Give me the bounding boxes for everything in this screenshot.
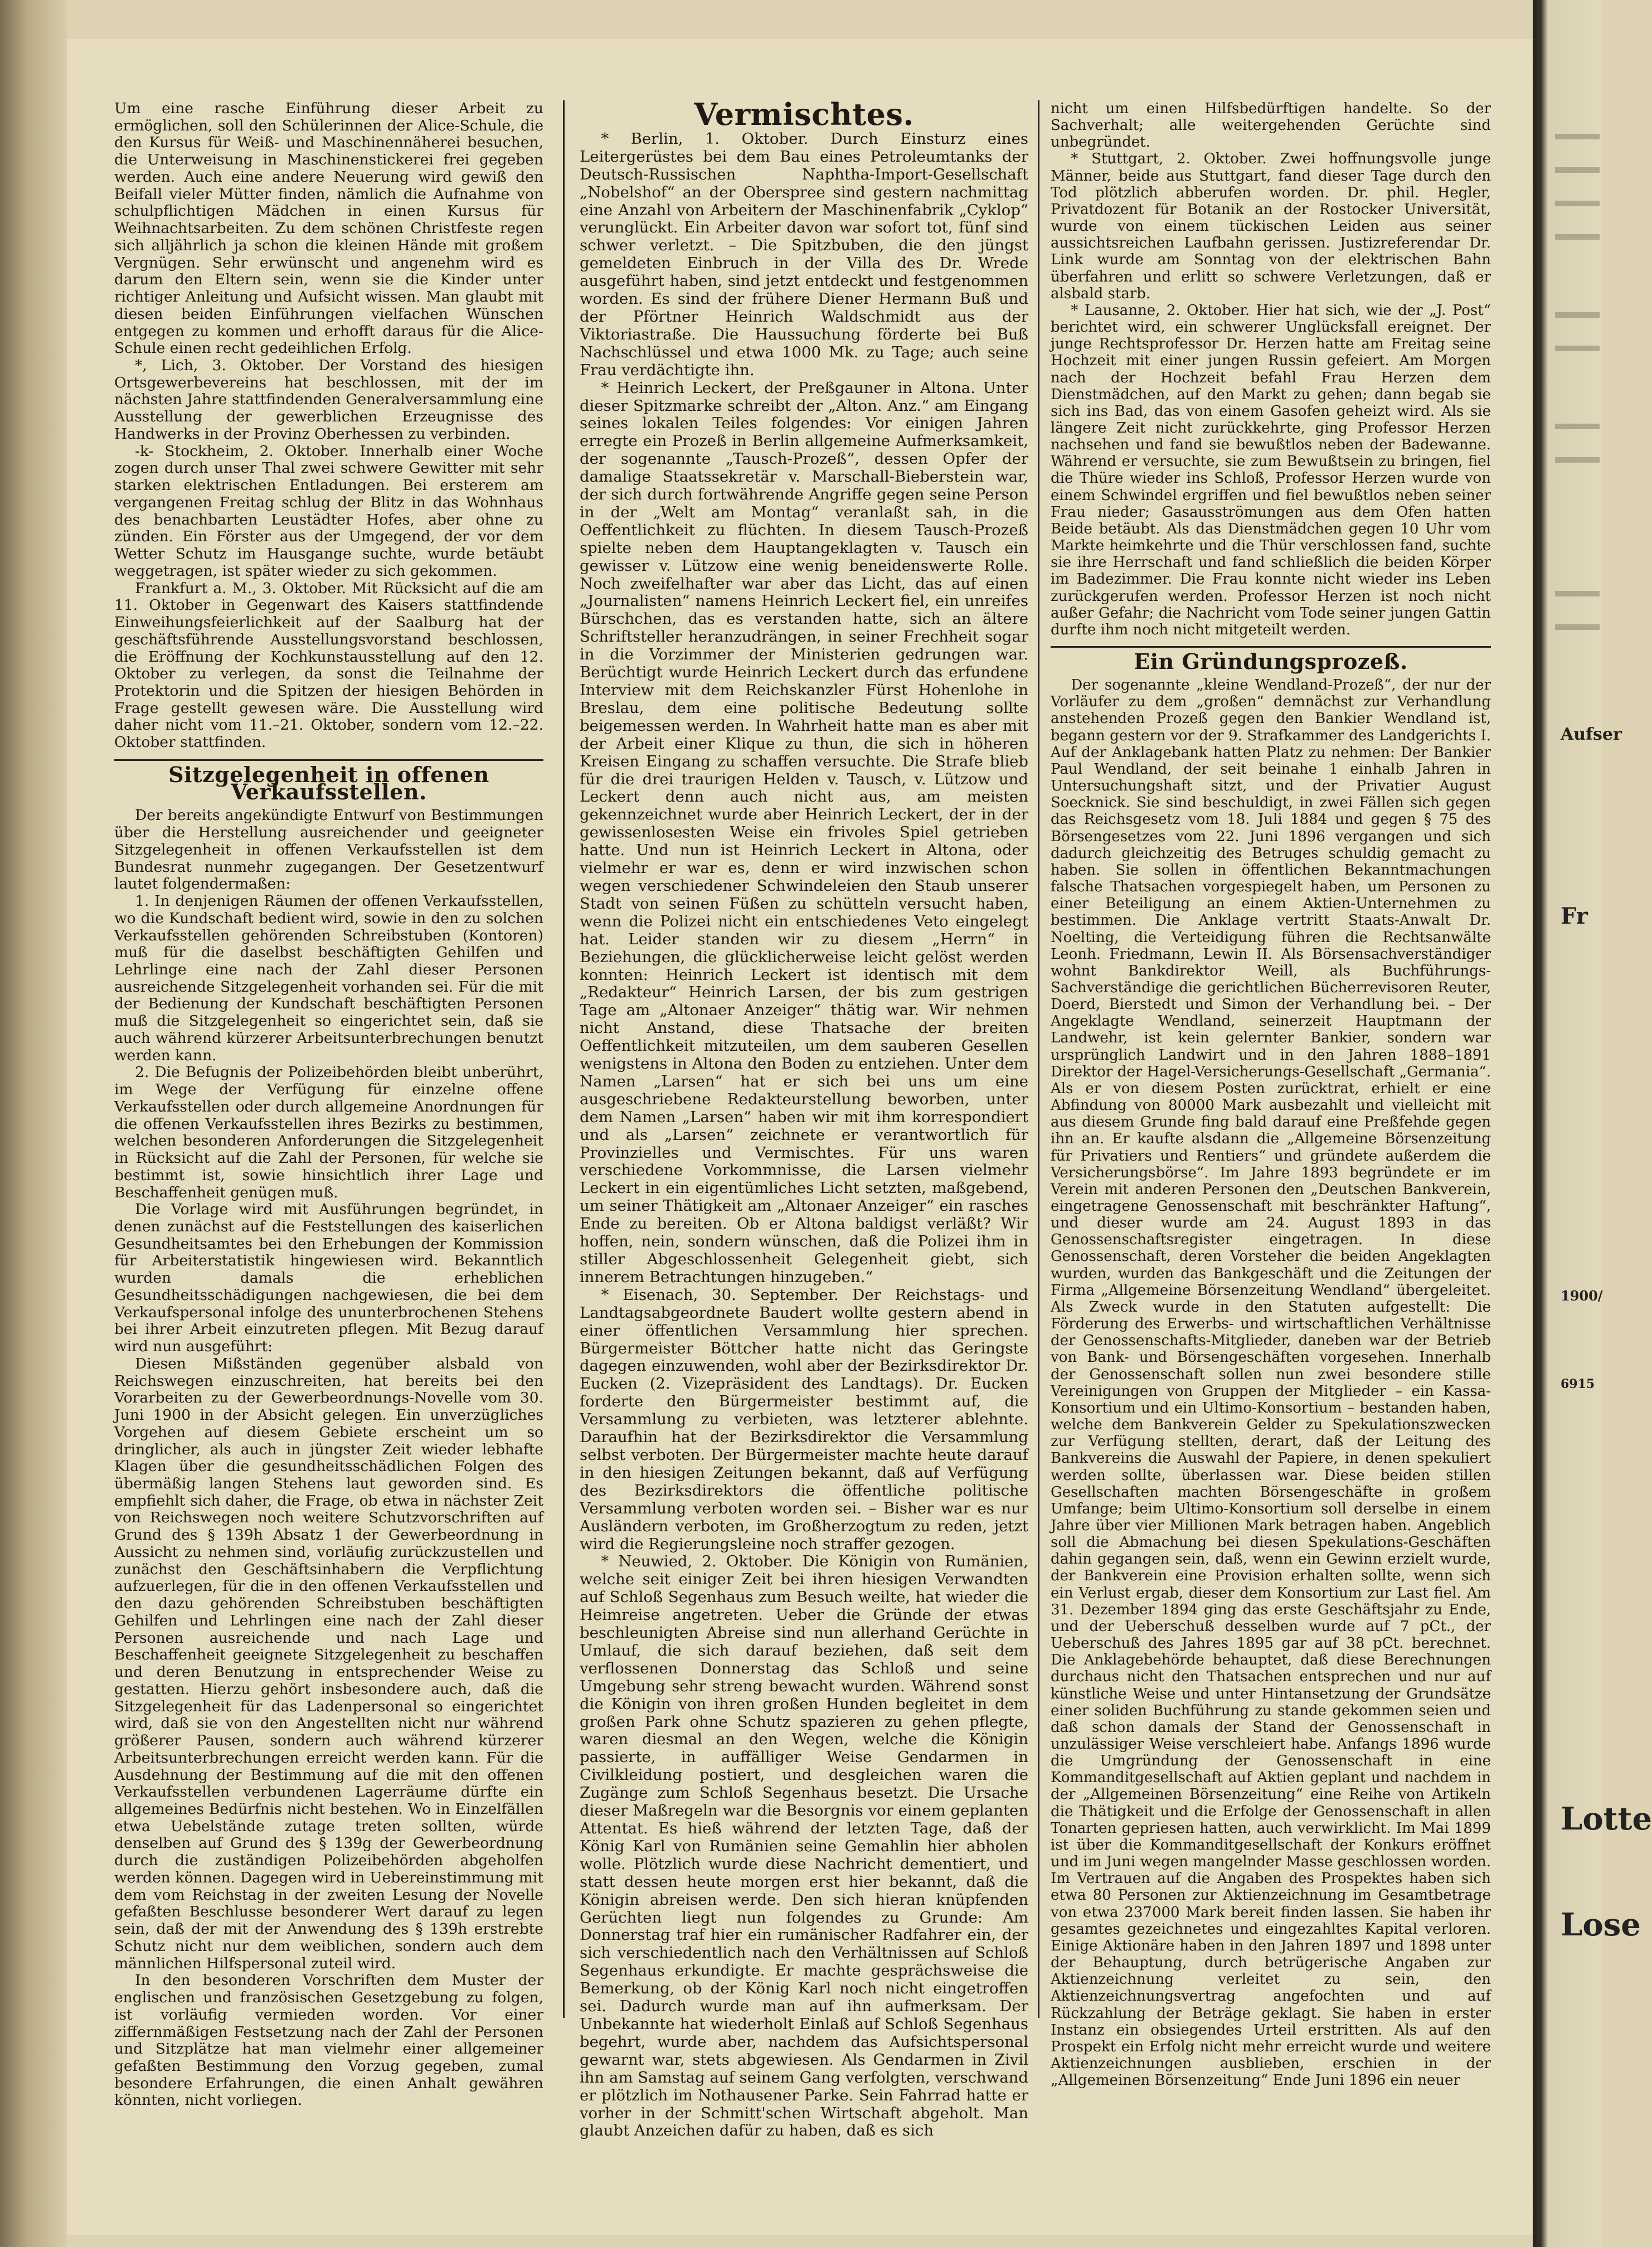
section-heading: Vermischtes. bbox=[694, 96, 914, 132]
article-paragraph: 2. Die Befugnis der Polizeibehörden bleibt unberührt, im Wege der Verfügung für einzelne offene Verkaufsstellen oder durch allgemeine Anordnungen für die offenen Verkaufsstellen ihres Bezirks zu bestimmen, welchen besonderen Anforderungen die Sitzgelegenheit in Rücksicht auf die Zahl der Personen, für welche sie bestimmt ist, sowie hinsichtlich ihrer Lage und Beschaffenheit genügen muß. bbox=[114, 1064, 543, 1201]
article-paragraph: Der bereits angekündigte Entwurf von Bestimmungen über die Herstellung ausreichender und geeigneter Sitzgelegenheit in offenen Verkaufsstellen ist dem Bundesrat nunmehr zugegangen. Der Gesetzentwurf lautet folgendermaßen: bbox=[114, 807, 543, 893]
article-paragraph: -k- Stockheim, 2. Oktober. Innerhalb einer Woche zogen durch unser Thal zwei schwere Gewitter mit sehr starken elektrischen Entladungen. Bei ersterem am vergangenen Freitag schlug der Blitz in das Wohnhaus des benachbarten Leustädter Hofes, aber ohne zu zünden. Ein Förster aus der Umgegend, der vor dem Wetter Schutz im Hausgange suchte, wurde betäubt weggetragen, ist später wieder zu sich gekommen. bbox=[114, 442, 543, 580]
section-heading: Ein Gründungsprozeß. bbox=[1051, 646, 1491, 670]
article-paragraph: nicht um einen Hilfsbedürftigen handelte. So der Sachverhalt; alle weitergehenden Gerüchte sind unbegründet. bbox=[1051, 100, 1491, 151]
adjacent-fragment: 6915 bbox=[1561, 1377, 1595, 1391]
column-1 bbox=[114, 100, 543, 2109]
adjacent-text-line bbox=[1555, 167, 1600, 173]
adjacent-fragment: Lotte bbox=[1561, 1800, 1652, 1837]
article-paragraph: * Eisenach, 30. September. Der Reichstags- und Landtagsabgeordnete Baudert wollte gestern abend in einer öffentlichen Versammlung hier sprechen. Bürgermeister Böttcher hatte nicht das Geringste dagegen einzuwenden, wohl aber der Bezirksdirektor Dr. Eucken (2. Vizepräsident des Landtags). Dr. Eucken forderte den Bürgermeister bestimmt auf, die Versammlung zu verbieten, was letzterer ablehnte. Daraufhin hat der Bezirksdirektor die Versammlung selbst verboten. Der Bürgermeister machte heute darauf in den hiesigen Zeitungen bekannt, daß auf Verfügung des Bezirksdirektors die öffentliche politische Versammlung verboten worden sei. – Bisher war es nur Ausländern verboten, im Großherzogtum zu reden, jetzt wird die Regierungsleine noch straffer gezogen. bbox=[580, 1285, 1028, 1553]
adjacent-text-line bbox=[1555, 312, 1600, 318]
column-3 bbox=[1051, 100, 1491, 2089]
book-gutter bbox=[0, 0, 67, 2247]
article-paragraph: *, Lich, 3. Oktober. Der Vorstand des hiesigen Ortsgewerbevereins hat beschlossen, mit der im nächsten Jahre stattfindenden Generalversammlung eine Ausstellung der gewerblichen Erzeugnisse des Handwerks in der Provinz Oberhessen zu verbinden. bbox=[114, 357, 543, 443]
adjacent-fragment: 1900/ bbox=[1561, 1288, 1603, 1304]
article-paragraph: Diesen Mißständen gegenüber alsbald von Reichswegen einzuschreiten, hat bereits bei den Vorarbeiten zu der Gewerbeordnungs-Novelle vom 30. Juni 1900 in der Absicht gelegen. Ein unverzügliches Vorgehen auf diesem Gebiete erscheint um so dringlicher, als auch in jüngster Zeit wieder lebhafte Klagen über die gesundheitsschädlichen Folgen des übermäßig langen Stehens laut geworden sind. Es empfiehlt sich daher, die Frage, ob etwa in nächster Zeit von Reichswegen noch weitere Schutzvorschriften auf Grund des § 139h Absatz 1 der Gewerbeordnung in Aussicht zu nehmen sind, vorläufig zurückzustellen und zunächst den Geschäftsinhabern die Verpflichtung aufzuerlegen, für die in den offenen Verkaufsstellen und den dazu gehörenden Schreibstuben beschäftigten Gehilfen und Lehrlingen eine nach der Zahl dieser Personen ausreichende und nach Lage und Beschaffenheit geeignete Sitzgelegenheit zu beschaffen und deren Benutzung in entsprechender Weise zu gestatten. Hierzu gehört insbesondere auch, daß die Sitzgelegenheit für das Ladenpersonal so eingerichtet wird, daß sie von den Angestellten nicht nur während größerer Pausen, sondern auch während kürzerer Arbeitsunterbrechungen erreicht werden kann. Für die Ausdehnung der Bestimmung auf die mit den offenen Verkaufsstellen verbundenen Lagerräume dürfte ein allgemeines Bedürfnis nicht bestehen. Wo in Einzelfällen etwa Uebelstände zutage treten sollten, würde denselben auf Grund des § 139g der Gewerbeordnung durch die zuständigen Polizeibehörden abgeholfen werden können. Dagegen wird in Uebereinstimmung mit dem vom Reichstag in der zweiten Lesung der Novelle gefaßten Beschlusse besonderer Wert darauf zu legen sein, daß der mit der Anwendung des § 139h erstrebte Schutz nicht nur dem weiblichen, sondern auch dem männlichen Hilfspersonal zuteil wird. bbox=[114, 1355, 543, 1972]
adjacent-fragment: Lose bbox=[1561, 1906, 1641, 1943]
article-paragraph: * Berlin, 1. Oktober. Durch Einsturz eines Leitergerüstes bei dem Bau eines Petroleumtanks der Deutsch-Russischen Naphtha-Import-Gesellschaft „Nobelshof“ an der Oberspree sind gestern nachmittag eine Anzahl von Arbeitern der Maschinenfabrik „Cyklop“ verunglückt. Ein Arbeiter davon war sofort tot, fünf sind schwer verletzt. – Die Spitzbuben, die den jüngst gemeldeten Einbruch in der Villa des Dr. Wrede ausgeführt haben, sind jetzt entdeckt und festgenommen worden. Es sind der frühere Diener Hermann Buß und der Pförtner Heinrich Waldschmidt aus der Viktoriastraße. Die Haussuchung förderte bei Buß Nachschlüssel und etwa 1000 Mk. zu Tage; auch seine Frau verdächtigte ihn. bbox=[580, 129, 1028, 379]
adjacent-text-line bbox=[1555, 457, 1600, 463]
article-paragraph: Die Vorlage wird mit Ausführungen begründet, in denen zunächst auf die Feststellungen des kaiserlichen Gesundheitsamtes bei den Erhebungen der Kommission für Arbeiterstatistik hingewiesen wird. Bekanntlich wurden damals die erheblichen Gesundheitsschädigungen nachgewiesen, die bei dem Verkaufspersonal infolge des ununterbrochenen Stehens bei ihrer Arbeit einzutreten pflegen. Mit Bezug darauf wird nun ausgeführt: bbox=[114, 1201, 543, 1356]
column-2 bbox=[580, 96, 1028, 2140]
article-paragraph: Um eine rasche Einführung dieser Arbeit zu ermöglichen, soll den Schülerinnen der Alice-Schule, die den Kursus für Weiß- und Maschinennäherei besuchen, die Unterweisung in Maschinenstickerei frei gegeben werden. Auch eine andere Neuerung wird gewiß den Beifall vieler Mütter finden, nämlich die Aufnahme von schulpflichtigen Mädchen in einen Kursus für Weihnachtsarbeiten. Zu dem schönen Christfeste regen sich alljährlich ja schon die kleinen Hände mit großem Vergnügen. Sehr erwünscht und angenehm wird es darum den Eltern sein, wenn sie die Kinder unter richtiger Anleitung und Aufsicht wissen. Man glaubt mit diesen beiden Einführungen vielfachen Wünschen entgegen zu kommen und erhofft daraus für die Alice-Schule einen recht gedeihlichen Erfolg. bbox=[114, 100, 543, 357]
adjacent-fragment: Aufser bbox=[1561, 725, 1622, 744]
adjacent-text-line bbox=[1555, 201, 1600, 206]
adjacent-text-line bbox=[1555, 134, 1600, 139]
adjacent-fragment: Fr bbox=[1561, 903, 1588, 929]
adjacent-text-line bbox=[1555, 591, 1600, 596]
column-rule bbox=[563, 100, 565, 2018]
section-heading: Sitzgelegenheit in offenen Verkaufsstellen. bbox=[114, 759, 543, 800]
article-paragraph: 1. In denjenigen Räumen der offenen Verkaufsstellen, wo die Kundschaft bedient wird, sowie in den zu solchen Verkaufsstellen gehörenden Schreibstuben (Kontoren) muß für die daselbst beschäftigten Gehilfen und Lehrlinge eine nach der Zahl dieser Personen ausreichende Sitzgelegenheit vorhanden sei. Für die mit der Bedienung der Kundschaft beschäftigten Personen muß die Sitzgelegenheit so eingerichtet sein, daß sie auch während kürzerer Arbeitsunterbrechungen benutzt werden kann. bbox=[114, 892, 543, 1064]
adjacent-text-line bbox=[1555, 424, 1600, 429]
adjacent-text-line bbox=[1555, 624, 1600, 630]
article-paragraph: * Neuwied, 2. Oktober. Die Königin von Rumänien, welche seit einiger Zeit bei ihren hiesigen Verwandten auf Schloß Segenhaus zum Besuch weilte, hat wieder die Heimreise angetreten. Ueber die Gründe der etwas beschleunigten Abreise sind nun allerhand Gerüchte in Umlauf, die sich darauf beziehen, daß seit dem verflossenen Donnerstag das Schloß und seine Umgebung sehr streng bewacht wurden. Während sonst die Königin von ihren großen Hunden begleitet in dem großen Park ohne Schutz spazieren zu gehen pflegte, waren diesmal an den Wegen, welche die Königin passierte, in auffälliger Weise Gendarmen in Civilkleidung postiert, und desgleichen waren die Zugänge zum Schloß Segenhaus besetzt. Die Ursache dieser Maßregeln war die Besorgnis vor einem geplanten Attentat. Es hieß während der letzten Tage, daß der König Karl von Rumänien seine Gemahlin hier abholen wolle. Plötzlich wurde diese Nachricht dementiert, und statt dessen heute morgen erst hier bekannt, daß die Königin abreisen werde. Den sich hieran knüpfenden Gerüchten liegt nun folgendes zu Grunde: Am Donnerstag traf hier ein rumänischer Radfahrer ein, der sich verschiedentlich nach den Verhältnissen auf Schloß Segenhaus erkundigte. Er machte gesprächsweise die Bemerkung, ob der König Karl noch nicht eingetroffen sei. Dadurch wurde man auf ihn aufmerksam. Der Unbekannte hat wiederholt Einlaß auf Schloß Segenhaus begehrt, wurde aber, nachdem das Aufsichtspersonal gewarnt war, stets abgewiesen. Als Gendarmen in Zivil ihn am Samstag auf seinem Gang verfolgten, verschwand er plötzlich im Nothausener Parke. Sein Fahrrad hatte er vorher in der Schmitt'schen Wirtschaft abgeholt. Man glaubt Anzeichen dafür zu haben, daß es sich bbox=[580, 1552, 1028, 2140]
article-paragraph: * Heinrich Leckert, der Preßgauner in Altona. Unter dieser Spitzmarke schreibt der „Alton. Anz.“ am Eingang seines lokalen Teiles folgendes: Vor einigen Jahren erregte ein Prozeß in Berlin allgemeine Aufmerksamkeit, der sogenannte „Tausch-Prozeß“, dessen Opfer der damalige Staatssekretär v. Marschall-Bieberstein war, der sich durch fortwährende Angriffe gegen seine Person in der „Welt am Montag“ veranlaßt sah, in die Oeffentlichkeit zu flüchten. In diesem Tausch-Prozeß spielte neben dem Hauptangeklagten v. Tausch ein gewisser v. Lützow eine wenig beneidenswerte Rolle. Noch zweifelhafter war aber das Licht, das auf einen „Journalisten“ namens Heinrich Leckert fiel, ein unreifes Bürschchen, das es verstanden hatte, sich an ältere Schriftsteller heranzudrängen, in seiner Frechheit sogar in die Vorzimmer der Ministerien gedrungen war. Berüchtigt wurde Heinrich Leckert durch das erfundene Interview mit dem Reichskanzler Fürst Hohenlohe in Breslau, dem eine politische Bedeutung sollte beigemessen werden. In Wahrheit hatte man es aber mit der Arbeit einer Klique zu thun, die sich in höheren Kreisen Eingang zu schaffen versuchte. Die Strafe blieb für die drei traurigen Helden v. Tausch, v. Lützow und Leckert denn auch nicht aus, am meisten gekennzeichnet wurde aber Heinrich Leckert, der in der gewissenlosesten Weise ein frivoles Spiel getrieben hatte. Und nun ist Heinrich Leckert in Altona, oder vielmehr er war es, denn er wird inzwischen schon wegen verschiedener Schwindeleien den Staub unserer Stadt von seinen Füßen zu schütteln versucht haben, wenn die Polizei nicht ein entschiedenes Veto eingelegt hat. Leider standen wir zu diesem „Herrn“ in Beziehungen, die glücklicherweise leicht gelöst werden konnten: Heinrich Leckert ist identisch mit dem „Redakteur“ Heinrich Larsen, der bis zum gestrigen Tage am „Altonaer Anzeiger“ thätig war. Wir nehmen nicht Anstand, diese Thatsache der breiten Oeffentlichkeit mitzuteilen, um dem sauberen Gesellen wenigstens in Altona den Boden zu entziehen. Unter dem Namen „Larsen“ hat er sich bei uns um eine ausgeschriebene Redakteurstellung beworben, unter dem Namen „Larsen“ haben wir mit ihm korrespondiert und als „Larsen“ zeichnete er verantwortlich für Provinzielles und Vermischtes. Für uns waren verschiedene Vorkommnisse, die Larsen vielmehr Leckert in ein eigentümliches Licht setzten, maßgebend, um seiner Thätigkeit am „Altonaer Anzeiger“ ein rasches Ende zu bereiten. Ob er Altona baldigst verläßt? Wir hoffen, nein, sondern wünschen, daß die Polizei ihm in stiller Abgeschlossenheit Gelegenheit giebt, sich innerem Betrachtungen hinzugeben.“ bbox=[580, 378, 1028, 1286]
article-paragraph: * Lausanne, 2. Oktober. Hier hat sich, wie der „J. Post“ berichtet wird, ein schwerer Unglücksfall ereignet. Der junge Rechtsprofessor Dr. Herzen hatte am Freitag seine Hochzeit mit einer jungen Russin gefeiert. Am Morgen nach der Hochzeit befahl Frau Herzen dem Dienstmädchen, auf den Markt zu gehen; dann begab sie sich ins Bad, das von einem Gasofen geheizt wird. Als sie längere Zeit nicht zurückkehrte, ging Professor Herzen nachsehen und fand sie bewußtlos neben der Badewanne. Während er versuchte, sie zum Bewußtsein zu bringen, fiel die Thüre wieder ins Schloß, Professor Herzen wurde von einem Schwindel ergriffen und fiel bewußtlos neben seiner Frau nieder; Gasausströmungen aus dem Ofen hatten Beide betäubt. Als das Dienstmädchen gegen 10 Uhr vom Markte heimkehrte und die Thür verschlossen fand, suchte sie ihre Herrschaft und fand schließlich die beiden Körper im Badezimmer. Die Frau konnte nicht wieder ins Leben zurückgerufen werden. Professor Herzen ist noch nicht außer Gefahr; die Nachricht vom Tode seiner jungen Gattin durfte ihm noch nicht mitgeteilt werden. bbox=[1051, 302, 1491, 638]
article-paragraph: Der sogenannte „kleine Wendland-Prozeß“, der nur der Vorläufer zu dem „großen“ demnächst zur Verhandlung anstehenden Prozeß gegen den Bankier Wendland ist, begann gestern vor der 9. Strafkammer des Landgerichts I. Auf der Anklagebank hatten Platz zu nehmen: Der Bankier Paul Wendland, der seit beinahe 1 einhalb Jahren in Untersuchungshaft sitzt, und der Privatier August Soecknick. Sie sind beschuldigt, in zwei Fällen sich gegen das Reichsgesetz vom 18. Juli 1884 und gegen § 75 des Börsengesetzes vom 22. Juni 1896 vergangen und sich dadurch gleichzeitig des Betruges schuldig gemacht zu haben. Sie sollen in öffentlichen Bekanntmachungen falsche Thatsachen vorgespiegelt haben, um Personen zu einer Beteiligung an einem Aktien-Unternehmen zu bestimmen. Die Anklage vertritt Staats-Anwalt Dr. Noelting, die Verteidigung führen die Rechtsanwälte Leonh. Friedmann, Lewin II. Als Börsensachverständiger wohnt Bankdirektor Weill, als Buchführungs-Sachverständige die gerichtlichen Bücherrevisoren Reuter, Doerd, Bierstedt und Simon der Verhandlung bei. – Der Angeklagte Wendland, seinerzeit Hauptmann der Landwehr, ist kein gelernter Bankier, sondern war ursprünglich Landwirt und in den Jahren 1888–1891 Direktor der Hagel-Versicherungs-Gesellschaft „Germania“. Als er von diesem Posten zurücktrat, erhielt er eine Abfindung von 80000 Mark ausbezahlt und vielleicht mit aus diesem Grunde fing bald darauf eine Preßfehde gegen ihn an. Er kaufte alsdann die „Allgemeine Börsenzeitung für Privatiers und Rentiers“ und gründete außerdem die Versicherungsbörse“. Im Jahre 1893 begründete er im Verein mit anderen Personen den „Deutschen Bankverein, eingetragene Genossenschaft mit beschränkter Haftung“, und dieser wurde am 24. August 1893 in das Genossenschaftsregister eingetragen. In diese Genossenschaft, deren Vorsteher die beiden Angeklagten wurden, wurden das Bankgeschäft und die Zeitungen der Firma „Allgemeine Börsenzeitung Wendland“ übergeleitet. Als Zweck wurde in den Statuten aufgestellt: Die Förderung des Erwerbs- und wirtschaftlichen Verhältnisse der Genossenschafts-Mitglieder, daneben war der Betrieb von Bank- und Börsengeschäften vorgesehen. Innerhalb der Genossenschaft sollen nun zwei besondere stille Vereinigungen von Gruppen der Mitglieder – ein Kassa-Konsortium und ein Ultimo-Konsortium – bestanden haben, welche dem Bankverein Gelder zu Spekulationszwecken zur Verfügung stellten, derart, daß der Leitung des Bankvereins die Auswahl der Papiere, in denen spekuliert werden sollte, überlassen war. Diese beiden stillen Gesellschaften machten Börsengeschäfte in großem Umfange; beim Ultimo-Konsortium soll derselbe in einem Jahre über vier Millionen Mark betragen haben. Angeblich soll die Abmachung bei diesen Spekulations-Geschäften dahin gegangen sein, daß, wenn ein Gewinn erzielt wurde, der Bankverein eine Provision erhalten sollte, wenn sich ein Verlust ergab, dieser dem Konsortium zur Last fiel. Am 31. Dezember 1894 ging das erste Geschäftsjahr zu Ende, und der Ueberschuß desselben wurde auf 7 pCt., der Ueberschuß des Jahres 1895 gar auf 38 pCt. berechnet. Die Anklagebehörde behauptet, daß diese Berechnungen durchaus nicht den Thatsachen entsprechen und nur auf künstliche Weise und unter Hintansetzung der Grundsätze einer soliden Buchführung zu stande gekommen seien und daß schon damals der Stand der Genossenschaft in unzulässiger Weise verschleiert habe. Anfangs 1896 wurde die Umgründung der Genossenschaft in eine Kommanditgesellschaft auf Aktien geplant und nachdem in der „Allgemeinen Börsenzeitung“ eine Reihe von Artikeln die Thätigkeit und die Erfolge der Genossenschaft in allen Tonarten gepriesen hatten, auch verwirklicht. Im Mai 1899 ist über die Kommanditgesellschaft der Konkurs eröffnet und im Juni wegen mangelnder Masse geschlossen worden. Im Vertrauen auf die Angaben des Prospektes haben sich etwa 80 Personen zur Aktienzeichnung im Gesamtbetrage von etwa 237000 Mark bereit finden lassen. Sie haben ihr gesamtes gezeichnetes und eingezahltes Kapital verloren. Einige Aktionäre haben in den Jahren 1897 und 1898 unter der Behauptung, durch betrügerische Angaben zur Aktienzeichnung verleitet zu sein, den Aktienzeichnungsvertrag angefochten und auf Rückzahlung der Beträge geklagt. Sie haben in erster Instanz ein obsiegendes Urteil erstritten. Als auf den Prospekt ein Erfolg nicht mehr erreicht wurde und weitere Aktienzeichnungen ausblieben, erschien in der „Allgemeinen Börsenzeitung“ Ende Juni 1896 ein neuer bbox=[1051, 677, 1491, 2089]
adjacent-text-line bbox=[1555, 346, 1600, 351]
adjacent-text-line bbox=[1555, 234, 1600, 240]
article-paragraph: Frankfurt a. M., 3. Oktober. Mit Rücksicht auf die am 11. Oktober in Gegenwart des Kaisers stattfindende Einweihungsfeierlichkeit auf der Saalburg hat der geschäftsführende Ausstellungsvorstand beschlossen, die Eröffnung der Kochkunstausstellung auf den 12. Oktober zu verlegen, da sonst die Teilnahme der Protektorin und die Spitzen der hiesigen Behörden in Frage gestellt gewesen wäre. Die Ausstellung wird daher nicht vom 11.–21. Oktober, sondern vom 12.–22. Oktober stattfinden. bbox=[114, 579, 543, 751]
article-paragraph: In den besonderen Vorschriften dem Muster der englischen und französischen Gesetzgebung zu folgen, ist vorläufig vermieden worden. Vor einer ziffernmäßigen Festsetzung nach der Zahl der Personen und Sitzplätze hat man vielmehr einer allgemeiner gefaßten Bestimmung den Vorzug gegeben, zumal besondere Erfahrungen, die einen Anhalt gewähren könnten, nicht vorliegen. bbox=[114, 1972, 543, 2109]
article-paragraph: * Stuttgart, 2. Oktober. Zwei hoffnungsvolle junge Männer, beide aus Stuttgart, fand dieser Tage durch den Tod plötzlich abberufen worden. Dr. phil. Hegler, Privatdozent für Botanik an der Rostocker Universität, wurde von einem tückischen Leiden aus seiner aussichtsreichen Laufbahn gerissen. Justizreferendar Dr. Link wurde am Sonntag von der elektrischen Bahn überfahren und erlitt so schwere Verletzungen, daß er alsbald starb. bbox=[1051, 151, 1491, 302]
column-rule bbox=[1038, 100, 1039, 2018]
